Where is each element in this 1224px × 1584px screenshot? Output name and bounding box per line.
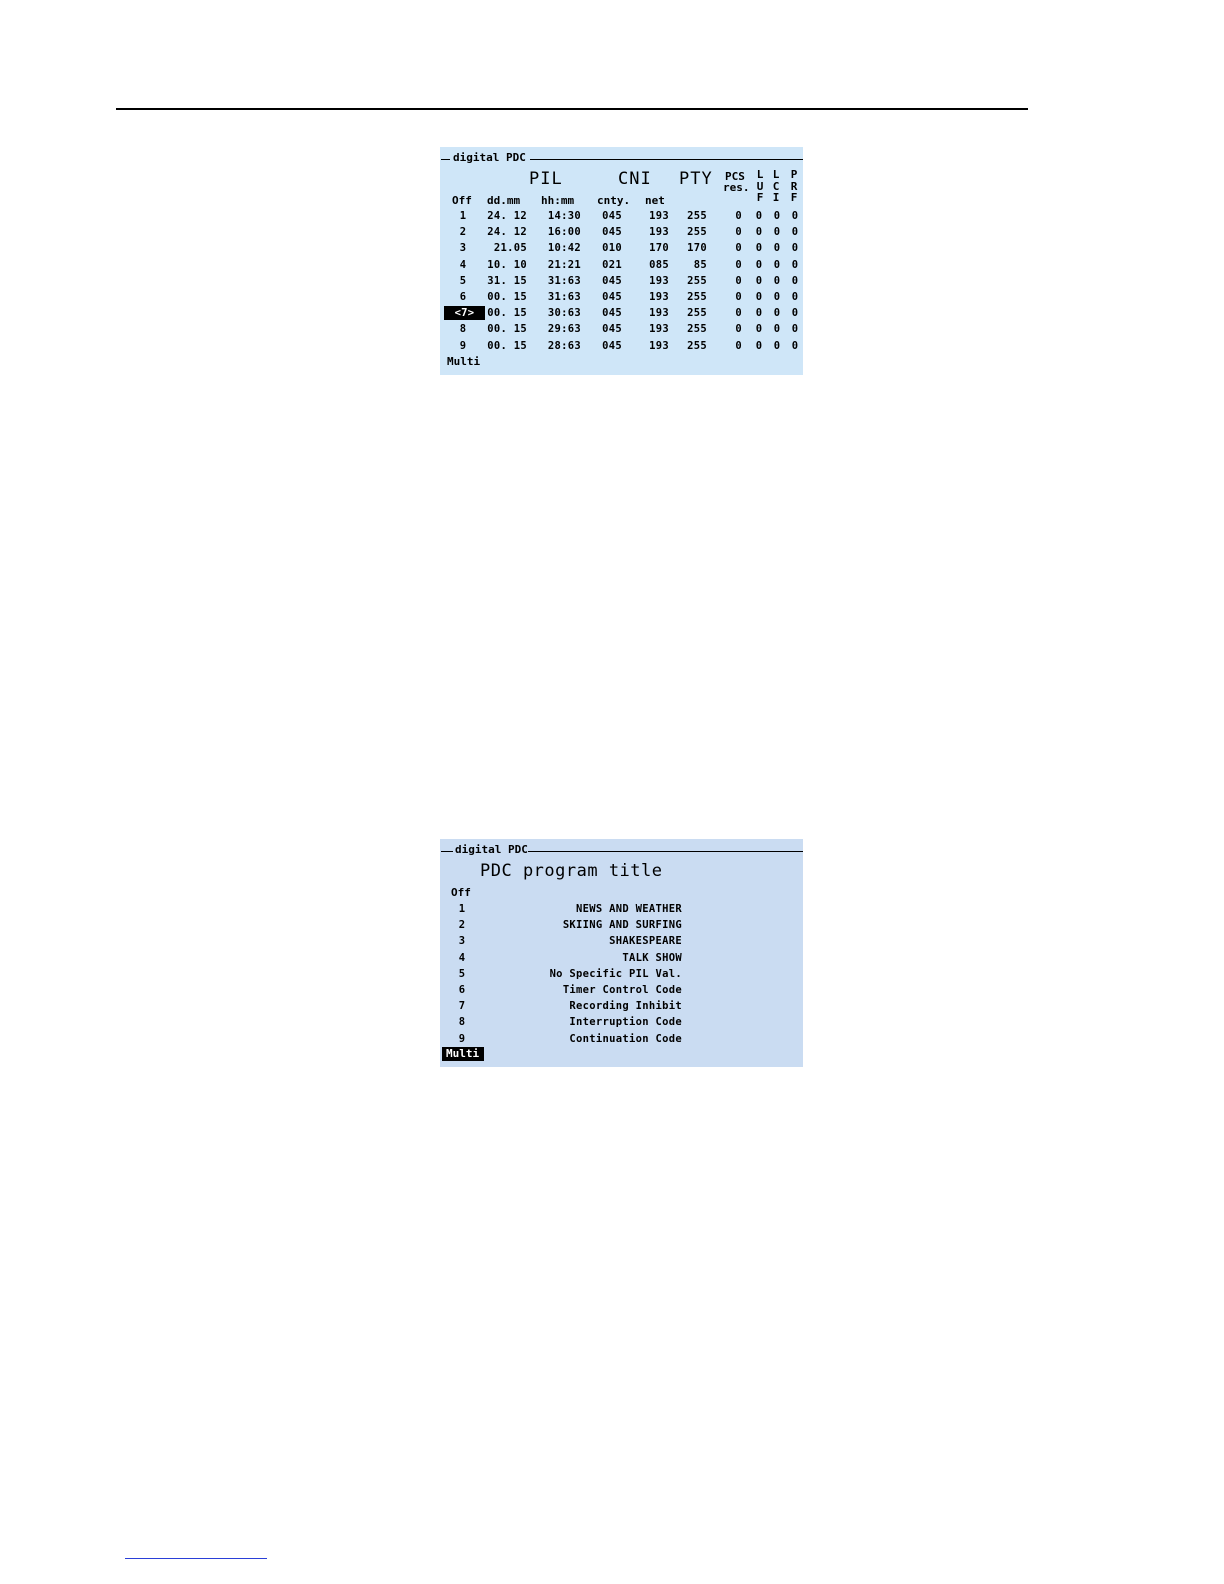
- row-index: 3: [458, 935, 466, 948]
- row-index: 6: [459, 291, 467, 303]
- time-cell: 28:63: [547, 339, 581, 352]
- pcs-cell: 0: [735, 210, 742, 222]
- res-label: res.: [723, 181, 750, 194]
- row-index: 2: [458, 919, 466, 932]
- screen-title-bar: [440, 150, 803, 166]
- multi-button[interactable]: Multi: [442, 1047, 484, 1061]
- network-cell: 193: [649, 291, 669, 303]
- row-index: 4: [458, 951, 466, 964]
- date-cell: 00. 15: [487, 339, 527, 352]
- off-label: Off: [451, 886, 471, 899]
- country-cell: 021: [602, 258, 622, 271]
- prf-cell: 0: [791, 323, 799, 336]
- title-rule-left: [441, 851, 453, 852]
- program-title: NEWS AND WEATHER: [576, 903, 682, 915]
- date-cell: 21.05: [493, 242, 527, 255]
- title-rule-left: [441, 159, 450, 160]
- time-cell: 31:63: [547, 274, 581, 287]
- program-title: No Specific PIL Val.: [549, 967, 682, 980]
- date-cell: 24. 12: [487, 226, 527, 239]
- lci-cell: 0: [773, 291, 781, 303]
- screen-title-bar: [440, 842, 803, 858]
- network-cell: 193: [649, 274, 669, 287]
- pcs-cell: 0: [735, 307, 742, 320]
- row-index: 9: [458, 1032, 466, 1045]
- country-cell: 045: [602, 323, 622, 336]
- pty-cell: 85: [693, 258, 707, 271]
- row-index: 5: [459, 274, 467, 287]
- country-cell: 045: [602, 226, 622, 239]
- network-cell: 193: [649, 339, 669, 352]
- pil-header: PIL: [529, 169, 563, 189]
- title-rule-right: [530, 159, 803, 160]
- screen-title: digital PDC: [453, 151, 526, 164]
- country-cell: 010: [602, 242, 622, 255]
- time-cell: 29:63: [547, 323, 581, 336]
- row-index: 2: [459, 226, 467, 239]
- digital-pdc-title-screen: [440, 839, 803, 1067]
- program-title: Recording Inhibit: [569, 1000, 682, 1013]
- screen-title: digital PDC: [455, 843, 528, 856]
- lci-cell: 0: [773, 274, 781, 287]
- prf-header: P R F: [790, 168, 798, 204]
- pty-cell: 255: [687, 307, 707, 320]
- cnty-column-header: cnty.: [597, 194, 631, 207]
- luf-cell: 0: [755, 339, 763, 352]
- program-title: SHAKESPEARE: [609, 935, 682, 948]
- time-cell: 31:63: [547, 291, 581, 303]
- program-title: SKIING AND SURFING: [562, 919, 682, 932]
- luf-cell: 0: [755, 307, 763, 320]
- pty-cell: 170: [687, 242, 707, 255]
- country-cell: 045: [602, 210, 622, 222]
- time-cell: 21:21: [547, 258, 581, 271]
- pcs-cell: 0: [735, 242, 742, 255]
- network-cell: 193: [649, 210, 669, 222]
- row-index: 8: [458, 1016, 466, 1029]
- prf-cell: 0: [791, 242, 799, 255]
- digital-pdc-table-screen: [440, 147, 803, 375]
- prf-cell: 0: [791, 274, 799, 287]
- luf-cell: 0: [755, 323, 763, 336]
- row-index: 1: [458, 903, 466, 915]
- country-cell: 045: [602, 307, 622, 320]
- pcs-cell: 0: [735, 226, 742, 239]
- lci-cell: 0: [773, 323, 781, 336]
- date-cell: 00. 15: [487, 323, 527, 336]
- lci-cell: 0: [773, 339, 781, 352]
- pcs-cell: 0: [735, 291, 742, 303]
- luf-cell: 0: [755, 226, 763, 239]
- pty-cell: 255: [687, 210, 707, 222]
- multi-label[interactable]: Multi: [447, 355, 481, 368]
- date-cell: 10. 10: [487, 258, 527, 271]
- network-cell: 193: [649, 307, 669, 320]
- off-column-header: Off: [452, 194, 472, 207]
- date-cell: 00. 15: [487, 307, 527, 320]
- time-cell: 16:00: [547, 226, 581, 239]
- network-cell: 085: [649, 258, 669, 271]
- prf-cell: 0: [791, 210, 799, 222]
- country-cell: 045: [602, 291, 622, 303]
- row-index: 1: [459, 210, 467, 222]
- network-cell: 170: [649, 242, 669, 255]
- program-title: Timer Control Code: [562, 984, 682, 996]
- prf-cell: 0: [791, 226, 799, 239]
- luf-cell: 0: [755, 210, 763, 222]
- pcs-label: PCS: [725, 170, 745, 183]
- lci-cell: 0: [773, 226, 781, 239]
- selected-row-index: <7>: [444, 306, 485, 320]
- pty-cell: 255: [687, 339, 707, 352]
- luf-cell: 0: [755, 242, 763, 255]
- ddmm-column-header: dd.mm: [487, 194, 521, 207]
- pty-header: PTY: [679, 169, 713, 189]
- program-title: TALK SHOW: [622, 951, 682, 964]
- prf-cell: 0: [791, 258, 799, 271]
- time-cell: 30:63: [547, 307, 581, 320]
- luf-cell: 0: [755, 274, 763, 287]
- pty-cell: 255: [687, 226, 707, 239]
- pty-cell: 255: [687, 274, 707, 287]
- net-column-header: net: [645, 194, 665, 207]
- row-index: 3: [459, 242, 467, 255]
- time-cell: 14:30: [547, 210, 581, 222]
- hhmm-column-header: hh:mm: [541, 194, 575, 207]
- network-cell: 193: [649, 323, 669, 336]
- cni-header: CNI: [618, 169, 652, 189]
- program-title: Interruption Code: [569, 1016, 682, 1029]
- pty-cell: 255: [687, 291, 707, 303]
- row-index: 6: [458, 984, 466, 996]
- lci-cell: 0: [773, 258, 781, 271]
- prf-cell: 0: [791, 339, 799, 352]
- row-index: 8: [459, 323, 467, 336]
- luf-cell: 0: [755, 291, 763, 303]
- lci-cell: 0: [773, 210, 781, 222]
- pcs-cell: 0: [735, 339, 742, 352]
- date-cell: 24. 12: [487, 210, 527, 222]
- lci-header: L C I: [772, 168, 780, 204]
- prf-cell: 0: [791, 291, 799, 303]
- row-index: 7: [458, 1000, 466, 1013]
- date-cell: 00. 15: [487, 291, 527, 303]
- time-cell: 10:42: [547, 242, 581, 255]
- prf-cell: 0: [791, 307, 799, 320]
- title-rule-right: [528, 851, 803, 852]
- row-index: 9: [459, 339, 467, 352]
- country-cell: 045: [602, 274, 622, 287]
- lci-cell: 0: [773, 242, 781, 255]
- luf-cell: 0: [755, 258, 763, 271]
- pcs-cell: 0: [735, 258, 742, 271]
- lci-cell: 0: [773, 307, 781, 320]
- pcs-cell: 0: [735, 274, 742, 287]
- pdc-program-title-heading: PDC program title: [480, 861, 663, 881]
- pcs-cell: 0: [735, 323, 742, 336]
- luf-header: L U F: [756, 168, 764, 204]
- network-cell: 193: [649, 226, 669, 239]
- pty-cell: 255: [687, 323, 707, 336]
- date-cell: 31. 15: [487, 274, 527, 287]
- country-cell: 045: [602, 339, 622, 352]
- row-index: 4: [459, 258, 467, 271]
- top-divider: [116, 108, 1028, 110]
- program-title: Continuation Code: [569, 1032, 682, 1045]
- row-index: 5: [458, 967, 466, 980]
- footer-link-underline: [125, 1558, 267, 1559]
- pcs-header: [723, 171, 750, 193]
